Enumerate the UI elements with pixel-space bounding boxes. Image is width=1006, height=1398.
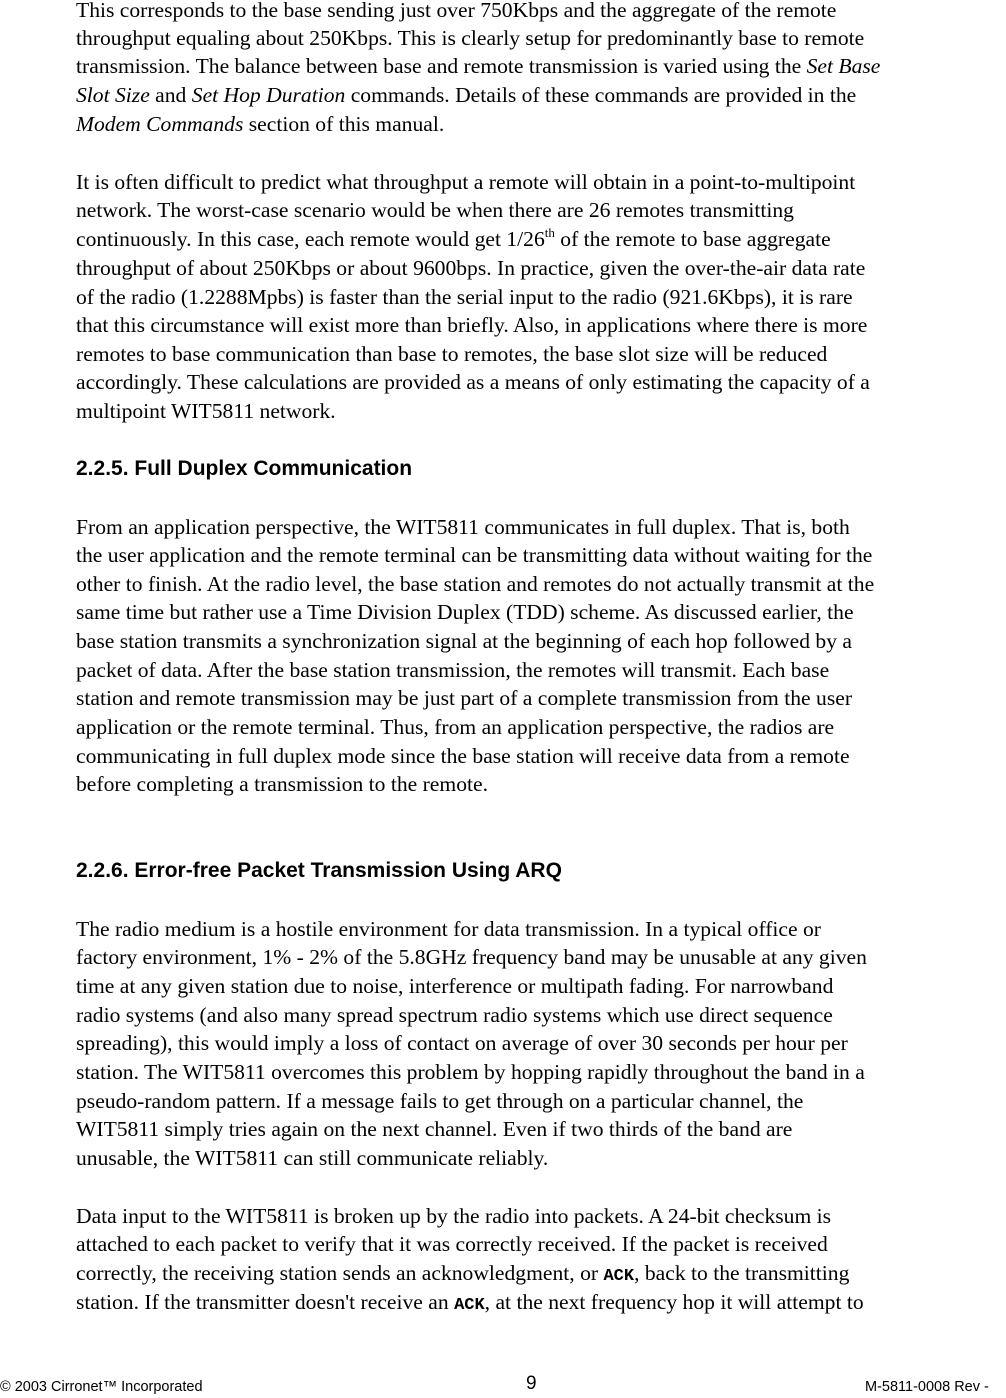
text-line: unusable, the WIT5811 can still communicate reliably. xyxy=(76,1146,549,1170)
text-line: Slot Size and Set Hop Duration commands. Details of these commands are provided in the xyxy=(76,83,857,107)
footer-doc-number: M-5811-0008 Rev - xyxy=(865,1379,989,1395)
text-line: Modem Commands section of this manual. xyxy=(76,112,445,136)
section-heading: 2.2.5. Full Duplex Communication xyxy=(76,457,413,480)
text-line: It is often difficult to predict what throughput a remote will obtain in a point-to-multipoint xyxy=(76,170,856,194)
ack-keyword: ACK xyxy=(603,1267,635,1286)
page-number: 9 xyxy=(526,1373,537,1394)
superscript: th xyxy=(544,225,555,240)
text-line: attached to each packet to verify that it was correctly received. If the packet is received xyxy=(76,1232,828,1256)
text-line: that this circumstance will exist more than briefly. Also, in applications where there is more xyxy=(76,313,868,337)
command-name: Slot Size xyxy=(76,83,150,107)
text-line: station. The WIT5811 overcomes this problem by hopping rapidly throughout the band in a xyxy=(76,1060,865,1084)
text-line: packet of data. After the base station transmission, the remotes will transmit. Each base xyxy=(76,658,830,682)
section-heading: 2.2.6. Error-free Packet Transmission Using ARQ xyxy=(76,859,562,882)
text-line: accordingly. These calculations are provided as a means of only estimating the capacity of a xyxy=(76,370,870,394)
text-line: other to finish. At the radio level, the base station and remotes do not actually transmit at the xyxy=(76,572,875,596)
text-line: spreading), this would imply a loss of contact on average of over 30 seconds per hour per xyxy=(76,1031,848,1055)
text-line: of the radio (1.2288Mpbs) is faster than the serial input to the radio (921.6Kbps), it is rare xyxy=(76,285,853,309)
text-line: same time but rather use a Time Division Duplex (TDD) scheme. As discussed earlier, the xyxy=(76,600,854,624)
text-line: station and remote transmission may be just part of a complete transmission from the user xyxy=(76,686,853,710)
text-line: base station transmits a synchronization signal at the beginning of each hop followed by a xyxy=(76,629,852,653)
text-line: correctly, the receiving station sends an acknowledgment, or ACK, back to the transmitting xyxy=(76,1261,850,1286)
text-line: throughput equaling about 250Kbps. This is clearly setup for predominantly base to remote xyxy=(76,26,865,50)
text-line: time at any given station due to noise, interference or multipath fading. For narrowband xyxy=(76,974,834,998)
text-line: This corresponds to the base sending just over 750Kbps and the aggregate of the remote xyxy=(76,0,837,22)
text-line: communicating in full duplex mode since the base station will receive data from a remote xyxy=(76,744,850,768)
text-line: Data input to the WIT5811 is broken up by the radio into packets. A 24-bit checksum is xyxy=(76,1204,832,1228)
text-line: network. The worst-case scenario would be when there are 26 remotes transmitting xyxy=(76,198,794,222)
text-line: From an application perspective, the WIT5811 communicates in full duplex. That is, both xyxy=(76,515,850,539)
text-line: WIT5811 simply tries again on the next channel. Even if two thirds of the band are xyxy=(76,1117,793,1141)
text-line: before completing a transmission to the remote. xyxy=(76,772,488,796)
text-line: station. If the transmitter doesn't receive an ACK, at the next frequency hop it will attempt to xyxy=(76,1290,864,1315)
command-name: Set Hop Duration xyxy=(191,83,346,107)
text-line: application or the remote terminal. Thus, from an application perspective, the radios are xyxy=(76,715,835,739)
text-line: continuously. In this case, each remote would get 1/26th of the remote to base aggregate xyxy=(76,225,831,251)
footer-copyright: © 2003 Cirronet™ Incorporated xyxy=(0,1379,203,1395)
text-line: The radio medium is a hostile environment for data transmission. In a typical office or xyxy=(76,917,821,941)
section-reference: Modem Commands xyxy=(76,112,244,136)
ack-keyword: ACK xyxy=(454,1296,485,1315)
text-line: multipoint WIT5811 network. xyxy=(76,399,336,423)
text-line: transmission. The balance between base and remote transmission is varied using the Set Base xyxy=(76,54,881,78)
text-line: radio systems (and also many spread spectrum radio systems which use direct sequence xyxy=(76,1003,833,1027)
text-line: factory environment, 1% - 2% of the 5.8GHz frequency band may be unusable at any given xyxy=(76,945,867,969)
text-line: the user application and the remote terminal can be transmitting data without waiting for the xyxy=(76,543,873,567)
text-line: remotes to base communication than base to remotes, the base slot size will be reduced xyxy=(76,342,828,366)
text-line: throughput of about 250Kbps or about 9600bps. In practice, given the over-the-air data rate xyxy=(76,256,866,280)
text-line: pseudo-random pattern. If a message fails to get through on a particular channel, the xyxy=(76,1089,804,1113)
command-name: Set Base xyxy=(806,54,881,78)
